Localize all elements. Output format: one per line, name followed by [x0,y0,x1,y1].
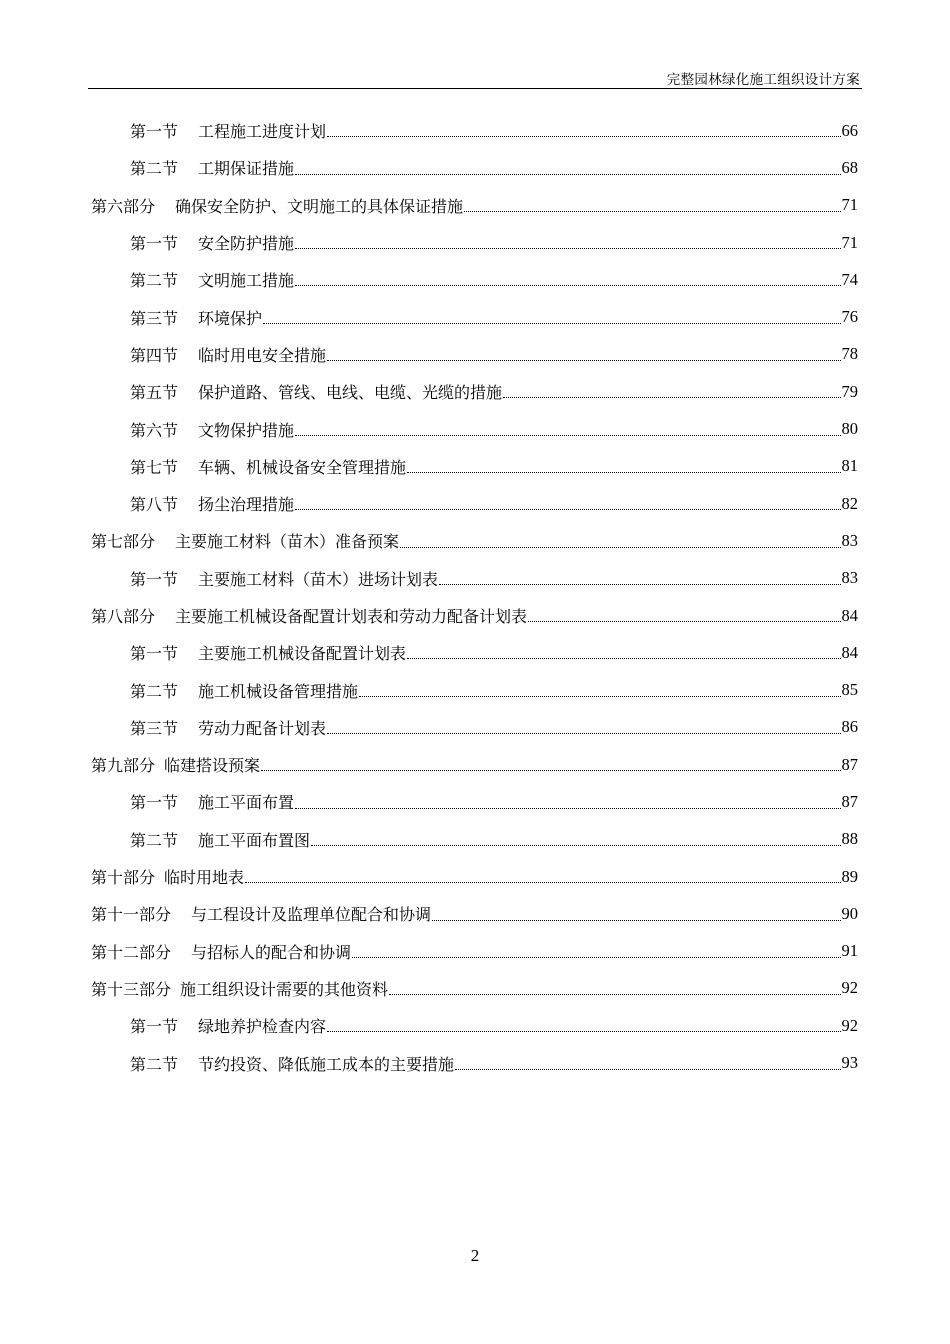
toc-entry-title: 施工平面布置 [198,793,295,813]
toc-entry-number: 第四节 [130,345,179,365]
toc-dot-leader [503,396,840,398]
toc-dot-leader [295,508,840,510]
toc-entry-number: 第二节 [130,271,179,291]
toc-entry[interactable] [0,261,950,298]
toc-entry-title: 主要施工机械设备配置计划表和劳动力配备计划表 [175,607,528,626]
toc-dot-leader [407,471,840,473]
toc-entry-page: 66 [841,120,858,140]
toc-entry-title: 文物保护措施 [198,420,295,440]
toc-entry[interactable] [0,970,950,1007]
toc-entry-page: 82 [841,493,858,513]
toc-entry-page: 71 [841,232,858,252]
toc-entry-page: 87 [841,754,858,774]
toc-entry[interactable] [0,746,950,783]
toc-dot-leader [528,620,840,622]
toc-dot-leader [261,769,840,771]
toc-entry-title: 与工程设计及监理单位配合和协调 [191,905,432,925]
toc-entry-number: 第七节 [130,457,179,477]
toc-dot-leader [359,695,840,697]
toc-entry-page: 83 [841,568,858,588]
toc-entry-page: 83 [841,530,858,550]
toc-entry-number: 第三节 [130,718,179,738]
toc-entry-page: 92 [841,1015,858,1035]
toc-entry[interactable] [0,709,950,746]
toc-entry-page: 68 [841,157,858,177]
toc-dot-leader [295,434,840,436]
toc-entry-title: 施工组织设计需要的其他资料 [180,979,389,999]
toc-entry-page: 93 [841,1053,858,1073]
toc-dot-leader [400,546,840,548]
toc-dot-leader [352,956,840,958]
toc-entry-number: 第一节 [130,569,179,589]
toc-entry-number: 第二节 [130,681,179,701]
toc-entry-number: 第三节 [130,308,179,328]
page-header [88,66,862,89]
toc-entry-title: 确保安全防护、文明施工的具体保证措施 [175,196,464,216]
toc-entry-page: 87 [841,791,858,811]
toc-entry[interactable] [0,783,950,820]
toc-entry-number: 第八节 [130,495,179,515]
toc-entry-number: 第六部分 [91,196,156,216]
toc-entry[interactable] [0,821,950,858]
toc-entry-title: 与招标人的配合和协调 [191,942,352,962]
toc-dot-leader [389,993,840,995]
toc-entry-title: 扬尘治理措施 [198,495,295,515]
toc-entry[interactable] [0,298,950,335]
toc-entry-title: 施工平面布置图 [198,830,311,850]
toc-entry[interactable] [0,1044,950,1081]
toc-entry[interactable] [0,410,950,447]
toc-entry[interactable] [0,895,950,932]
toc-entry[interactable] [0,485,950,522]
toc-entry-title: 绿地养护检查内容 [198,1017,327,1037]
toc-entry-title: 工程施工进度计划 [198,122,327,142]
toc-dot-leader [327,135,840,137]
toc-entry-number: 第八部分 [91,607,156,626]
toc-entry-number: 第二节 [130,1054,179,1074]
toc-dot-leader [327,732,840,734]
toc-entry-number: 第二节 [130,159,179,179]
toc-dot-leader [311,844,840,846]
toc-dot-leader [439,583,840,585]
toc-entry-title: 劳动力配备计划表 [198,718,327,738]
toc-entry[interactable] [0,336,950,373]
toc-entry-number: 第十部分 [91,868,156,888]
toc-entry[interactable] [0,671,950,708]
table-of-contents [0,112,950,1082]
toc-entry[interactable] [0,858,950,895]
toc-entry-title: 主要施工材料（苗木）准备预案 [175,532,400,552]
toc-entry-number: 第十二部分 [91,942,172,962]
toc-entry-title: 施工机械设备管理措施 [198,681,359,701]
toc-entry-page: 86 [841,717,858,737]
toc-entry-number: 第二节 [130,830,179,850]
toc-entry-title: 临时用电安全措施 [198,345,327,365]
toc-entry[interactable] [0,448,950,485]
toc-entry-number: 第一节 [130,1017,179,1037]
toc-entry[interactable] [0,373,950,410]
toc-entry-number: 第一节 [130,234,179,254]
toc-entry-number: 第九部分 [91,756,156,776]
toc-entry-title: 环境保护 [198,308,263,328]
toc-dot-leader [295,247,840,249]
toc-entry-number: 第十三部分 [91,979,172,999]
toc-dot-leader [327,1030,840,1032]
toc-entry-page: 92 [841,978,858,998]
toc-entry-number: 第一节 [130,793,179,813]
toc-entry[interactable] [0,112,950,149]
toc-entry-title: 节约投资、降低施工成本的主要措施 [198,1054,455,1074]
toc-dot-leader [407,657,840,659]
toc-entry-title: 临时用地表 [164,868,245,888]
toc-entry[interactable] [0,149,950,186]
toc-entry-page: 81 [841,456,858,476]
toc-entry-number: 第一节 [130,122,179,142]
toc-entry-page: 78 [841,344,858,364]
toc-entry-page: 89 [841,866,858,886]
toc-entry-page: 91 [841,941,858,961]
toc-entry[interactable] [0,634,950,671]
toc-entry-number: 第六节 [130,420,179,440]
toc-entry-number: 第一节 [130,644,179,664]
toc-entry-page: 84 [841,642,858,662]
toc-entry-title: 文明施工措施 [198,271,295,291]
page-number: 2 [470,1246,480,1265]
toc-entry-page: 88 [841,829,858,849]
toc-entry-title: 安全防护措施 [198,234,295,254]
toc-entry-title: 临建搭设预案 [164,756,261,776]
toc-entry-page: 71 [841,195,858,215]
toc-entry-page: 85 [841,680,858,700]
toc-entry-number: 第十一部分 [91,905,172,925]
toc-dot-leader [295,173,840,175]
toc-entry-page: 80 [841,419,858,439]
toc-dot-leader [295,807,840,809]
toc-entry-number: 第七部分 [91,532,156,552]
toc-entry-page: 79 [841,381,858,401]
toc-entry[interactable] [0,187,950,224]
toc-entry-title: 保护道路、管线、电线、电缆、光缆的措施 [198,383,503,403]
toc-dot-leader [295,284,840,286]
toc-entry-page: 74 [841,269,858,289]
toc-entry[interactable] [0,522,950,559]
toc-entry[interactable] [0,1007,950,1044]
toc-dot-leader [464,210,840,212]
toc-entry-title: 车辆、机械设备安全管理措施 [198,457,407,477]
toc-entry-title: 工期保证措施 [198,159,295,179]
toc-entry[interactable] [0,597,950,634]
toc-dot-leader [245,881,840,883]
toc-dot-leader [263,322,840,324]
toc-dot-leader [455,1068,840,1070]
header-title: 完整园林绿化施工组织设计方案 [666,72,860,88]
toc-dot-leader [432,919,840,921]
toc-entry-title: 主要施工机械设备配置计划表 [198,644,407,664]
toc-entry-title: 主要施工材料（苗木）进场计划表 [198,569,439,589]
toc-entry[interactable] [0,933,950,970]
toc-entry-page: 90 [841,903,858,923]
toc-entry-page: 76 [841,307,858,327]
toc-entry[interactable] [0,560,950,597]
toc-entry[interactable] [0,224,950,261]
toc-entry-number: 第五节 [130,383,179,403]
toc-entry-page: 84 [841,605,858,625]
toc-dot-leader [327,359,840,361]
